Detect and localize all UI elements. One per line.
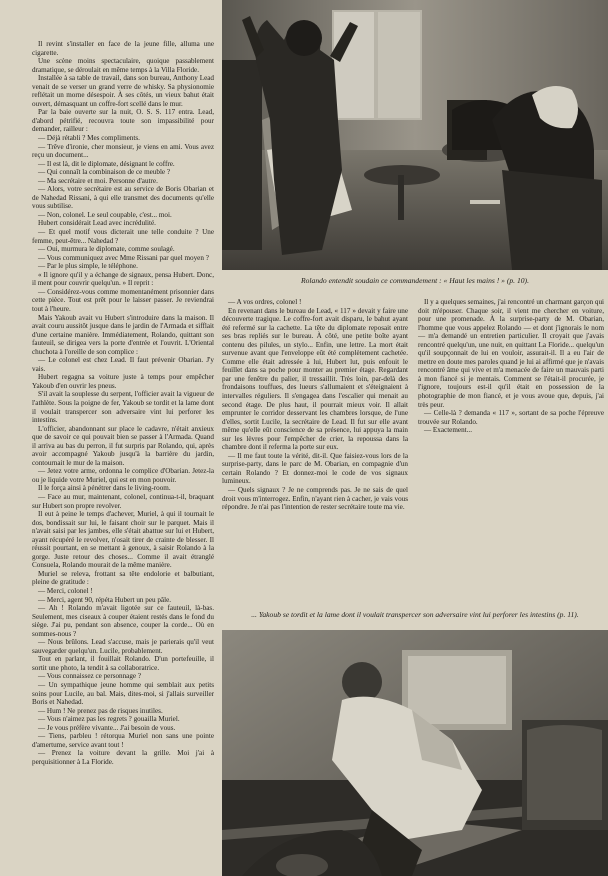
paragraph: « Il ignore qu'il y a échange de signaux, pensa Hubert. Donc, il ment pour couvrir quelqu'un. » Il reprit : xyxy=(32,270,214,288)
paragraph: — Considérez-vous comme momentanément prisonnier dans cette pièce. Tout est prêt pour le laisser passer. Je reviendrai tout à l'heure. xyxy=(32,287,214,313)
paragraph: — Ah ! Rolando m'avait ligotée sur ce fauteuil, là-bas. Seulement, mes ciseaux à couper étaient restés dans le fond du siège. J'ai pu, pendant son absence, couper la corde... Où en sommes-nous ? xyxy=(32,604,214,638)
paragraph: — Hum ! Ne prenez pas de risques inutiles. xyxy=(38,706,163,715)
paragraph: Hubert regagna sa voiture juste à temps pour empêcher Yakoub d'en ouvrir les pneus. xyxy=(32,373,214,390)
paragraph: — A vos ordres, colonel ! xyxy=(228,298,302,306)
paragraph: — Prenez la voiture devant la grille. Moi j'ai à perquisitionner à La Floride. xyxy=(32,749,214,766)
paragraph: Par la baie ouverte sur la nuit, O. S. S. 117 entra. Lead, d'abord pétrifié, recouvra toute son impassibilité pour demander, railleur : xyxy=(32,108,214,134)
caption-middle-photo: ... Yakoub se tordit et la lame dont il voulait transpercer son adversaire vint lui perforer les intestins (p. 11). xyxy=(251,610,579,619)
paragraph: — Face au mur, maintenant, colonel, continua-t-il, braquant sur Hubert son propre revolver. xyxy=(32,492,214,510)
paragraph: Hubert considérait Lead avec incrédulité. xyxy=(38,219,156,228)
paragraph: — Nous brûlons. Lead s'accuse, mais je parierais qu'il veut sauvegarder quelqu'un. Lucile, probablement. xyxy=(32,638,214,655)
paragraph: Installée à sa table de travail, dans son bureau, Anthony Lead venait de se verser un grand verre de whisky. Sa physionomie reflétait un morne désespoir. À ses côtés, un vieux bahut était ouvert, démasquant un coffre-fort scellé dans le mur. xyxy=(32,74,214,108)
photo-struggle-scene xyxy=(222,630,608,876)
paragraph: — Qui connaît la combinaison de ce meuble ? xyxy=(38,168,171,177)
paragraph: Mais Yakoub avait vu Hubert s'introduire dans la maison. Il avait couru aussitôt jusque dans le jardin de l'Armada et sifflait d'une certaine manière. Immédiatement, Rolando, quittant son fauteuil, se dirigea vers la porte d'entrée et l'ouvrit. L'Oriental chuchota à l'oreille de son complice : xyxy=(32,313,214,356)
right-text-column-b xyxy=(418,298,604,588)
paragraph: — Trêve d'ironie, cher monsieur, je viens en ami. Vous avez reçu un document... xyxy=(32,142,214,160)
paragraph: — Le colonel est chez Lead. Il faut prévenir Obarian. J'y vais. xyxy=(32,356,214,373)
paragraph: — Un sympathique jeune homme qui semblait aux petits soins pour Lucile, au bal. Mais, dites-moi, si j'allais surveiller Boris et Nahedad. xyxy=(32,681,214,707)
paragraph: — Quels signaux ? Je ne comprends pas. Je ne sais de quel droit vous m'interrogez. Enfin, n'ayant rien à cacher, je vais vous répondre. Je n'ai pas l'intention de rester secrétaire toute ma vie. xyxy=(222,486,408,512)
paragraph: Il eut à peine le temps d'achever, Muriel, à qui il tournait le dos, bondissait sur lui, le faisant choir sur le parquet. Mais il n'avait saisi par les jambes, elle s'était abattue sur lui et Hubert, ayant récupéré le revolver, n'osait tirer de crainte de blesser. Il réussit pourtant, en se mettant à genoux, à saisir Rolando à la gorge. Juste retour des choses... Comme il avait étranglé Consuela, Rolando mourait de la même manière. xyxy=(32,510,214,570)
paragraph: — Tiens, parbleu ! rétorqua Muriel non sans une pointe d'amertume, service avant tout ! xyxy=(32,732,214,749)
paragraph: Muriel se releva, frottant sa tête endolorie et balbutiant, pleine de gratitude : xyxy=(32,569,214,587)
paragraph: — Exactement... xyxy=(424,426,472,435)
right-text-block xyxy=(222,298,608,588)
paragraph: S'il avait la souplesse du serpent, l'officier avait la vigueur de l'athlète. Sous la poigne de fer, Yakoub se tordit et la lame dont il voulait transpercer son adversaire vint lui perforer les intestins. xyxy=(32,390,214,425)
photo-illustration xyxy=(222,0,608,270)
paragraph: — Ma secrétaire et moi. Personne d'autre. xyxy=(38,176,158,185)
photo-illustration-2 xyxy=(222,630,608,876)
paragraph: — Oui, murmura le diplomate, comme soulagé. xyxy=(38,245,175,254)
paragraph: — Jetez votre arme, ordonna le complice d'Obarian. Jetez-la ou je liquide votre Muriel, qui est en mon pouvoir. xyxy=(32,467,214,484)
paragraph: — Alors, votre secrétaire est au service de Boris Obarian et de Nahedad Rissani, à qui elle transmet des documents qu'elle vous subtilise. xyxy=(32,185,214,211)
left-text-column xyxy=(32,40,214,872)
paragraph: En revenant dans le bureau de Lead, « 117 » devait y faire une découverte tragique. Le coffre-fort avait disparu, le bahut ayant été refermé sur la cachette. La tête du diplomate reposait entre ses bras repliés sur le bureau. À côté, une petite boîte ayant contenu des pilules, un stylo... Enfin, une lettre. La mort était survenue avant que l'enveloppe eût été complètement cachetée. Comme elle était adressée à lui, Hubert lut, puis enfouit le feuillet dans sa poche pour monter au premier étage. Regardant par une fenêtre du palier, il tressaillit. Très loin, par-delà des frondaisons touffues, des lueurs s'allumaient et s'éteignaient à intervalles réguliers. Il s'engagea dans l'escalier qui menait au second étage. De plus haut, il pourrait mieux voir. Il allait emprunter le corridor desservant les chambres lorsque, de l'une d'elles, sortit Lucile, la secrétaire de Lead. Il fut sur elle avant même qu'elle eût conscience de sa présence, lui appuya la main sur les lèvres pour l'empêcher de crier, la repoussa dans la chambre dont il referma la porte sur eux. xyxy=(222,306,408,452)
paragraph: Il revint s'installer en face de la jeune fille, alluma une cigarette. xyxy=(32,40,214,57)
paragraph: — Merci, colonel ! xyxy=(38,587,93,595)
paragraph: — Vous communiquez avec Mme Rissani par quel moyen ? xyxy=(38,253,209,262)
paragraph: — Il me faut toute la vérité, dit-il. Que faisiez-vous lors de la surprise-party, dans le parc de M. Obarian, en compagnie d'un certain Rolando ? Et donnez-moi le code de vos signaux lumineux. xyxy=(222,451,408,486)
paragraph: Tout en parlant, il fouillait Rolando. D'un portefeuille, il sortit une photo, la tendit à sa collaboratrice. xyxy=(32,655,214,672)
paragraph: Il y a quelques semaines, j'ai rencontré un charmant garçon qui doit m'épouser. Chaque soir, il vient me chercher en voiture, pour une promenade. À la surprise-party de M. Obarian, l'homme que vous appelez Rolando — et dont j'ignorais le nom — m'a demandé un entretien particulier. Il croyait que j'avais rencontré quelqu'un, une nuit, en quittant La Floride... quelqu'un qu'il soupçonnait de lui en vouloir, assurait-il. Il a eu l'air de mettre en doute mes paroles quand je lui ai affirmé que je n'avais rencontré âme qui vive et m'a menacée de faire un mauvais parti à mon fiancé si je mentais. Comment se l'était-il procurée, je l'ignore, toujours est-il qu'il était en possession de la photographie de mon fiancé, et je vous avoue que, depuis, j'ai très peur. xyxy=(418,298,604,409)
paragraph: — Celle-là ? demanda « 117 », sortant de sa poche l'épreuve trouvée sur Rolando. xyxy=(418,409,604,426)
paragraph: — Non, colonel. Le seul coupable, c'est... moi. xyxy=(38,210,172,219)
caption-top-photo: Rolando entendit soudain ce commandement : « Haut les mains ! » (p. 10). xyxy=(301,276,529,285)
paragraph: — Par le plus simple, le téléphone. xyxy=(38,262,138,271)
right-text-column-a xyxy=(222,298,408,588)
paragraph: L'officier, abandonnant sur place le cadavre, n'était anxieux que de savoir ce qui pouvait bien se passer à l'Armada. Quand il arriva au bas du perron, il fut surpris par Rolando, qui, après avoir accompagné Yakoub jusqu'à la barrière du jardin, contournait le mur de la maison. xyxy=(32,424,214,467)
paragraph: — Je vous préfère vivante... J'ai besoin de vous. xyxy=(38,723,176,732)
paragraph: Une scène moins spectaculaire, quoique passablement dramatique, se déroulait en même temps à la Villa Floride. xyxy=(32,57,214,74)
paragraph: — Vous n'aimez pas les regrets ? gouailla Muriel. xyxy=(38,715,180,724)
photo-living-room-holdup xyxy=(222,0,608,270)
paragraph: — Vous connaissez ce personnage ? xyxy=(38,672,142,681)
paragraph: — Merci, agent 90, répéta Hubert un peu pâle. xyxy=(38,595,172,604)
paragraph: — Et quel motif vous dicterait une telle conduite ? Une femme, peut-être... Nahedad ? xyxy=(32,228,214,245)
paragraph: — Déjà rétabli ? Mes compliments. xyxy=(38,134,140,143)
paragraph: Il le força ainsi à pénétrer dans le living-room. xyxy=(38,484,171,493)
paragraph: — Il est là, dit le diplomate, désignant le coffre. xyxy=(38,159,175,168)
